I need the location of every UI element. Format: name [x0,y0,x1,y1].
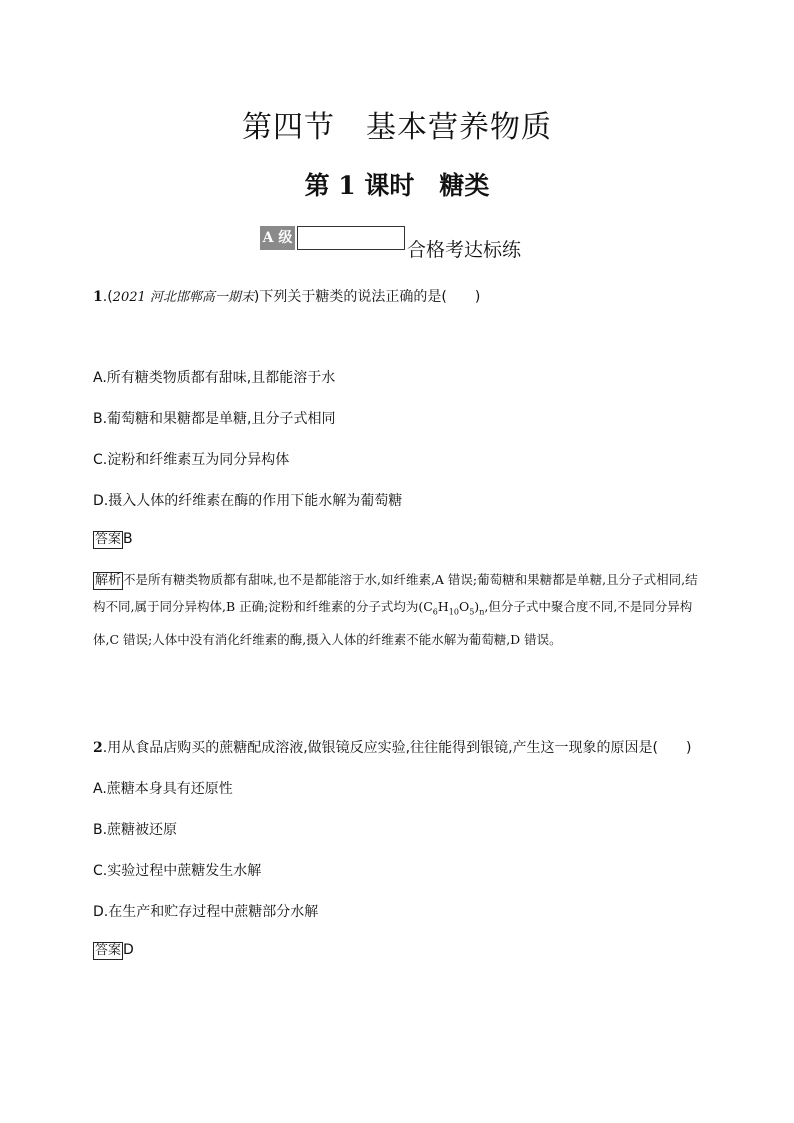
question-2-answer [93,942,134,960]
question-2-answer-value: D [123,942,134,958]
question-2-stem [93,737,691,757]
question-2-option-a: A.蔗糖本身具有还原性 [93,781,233,797]
question-1-option-a: A.所有糖类物质都有甜味,且都能溶于水 [93,370,336,386]
level-header [260,226,522,261]
question-1-explanation [93,566,703,653]
formula-o: O [458,599,470,614]
question-2-text: .用从食品店购买的蔗糖配成溶液,做银镜反应实验,往往能得到银镜,产生这一现象的原因是( ) [102,740,692,756]
question-1-prefix: .( [102,289,113,305]
section-title: 第四节 基本营养物质 [242,110,552,145]
answer-tag: 答案 [95,943,122,958]
formula-sub-6: 6 [432,607,438,617]
question-1-source: 2021 河北邯郸高一期末 [112,290,254,305]
level-badge: A 级 [260,226,295,250]
question-1-answer [93,531,133,549]
explanation-text-b: ,但分子式中聚合度不同,不是同分异构体,C 错误;人体中没有消化纤维素的酶,摄入人体的纤维素不能水解为葡萄糖,D 错误。 [93,599,693,647]
formula-sub-5: 5 [469,607,475,617]
question-2-number: 2 [93,740,103,756]
formula-sub-10: 10 [448,607,459,617]
explanation-text-a: 不是所有糖类物质都有甜味,也不是都能溶于水,如纤维素,A 错误;葡萄糖和果糖都是单糖,且分子式相同,结构不同,属于同分异构体,B 正确;淀粉和纤维素的分子式均为(C [93,572,698,614]
question-2-option-b: B.蔗糖被还原 [93,822,178,838]
formula-sub-n: n [479,607,485,617]
question-1-text: )下列关于糖类的说法正确的是( ) [253,289,481,305]
formula-h: H [437,599,449,614]
question-1-stem [93,286,480,306]
question-1-answer-value: B [123,531,133,547]
question-2-option-c: C.实验过程中蔗糖发生水解 [93,863,262,879]
answer-tag: 答案 [95,532,122,547]
lesson-title: 第 1 课时 糖类 [304,171,490,200]
question-1-option-b: B.葡萄糖和果糖都是单糖,且分子式相同 [93,411,336,427]
question-1-option-d: D.摄入人体的纤维素在酶的作用下能水解为葡萄糖 [93,493,403,509]
question-1-number: 1 [93,289,103,305]
question-1-option-c: C.淀粉和纤维素互为同分异构体 [93,452,290,468]
level-label: 合格考达标练 [407,239,522,261]
level-blank-box [297,226,405,250]
question-2-option-d: D.在生产和贮存过程中蔗糖部分水解 [93,904,319,920]
formula-close: ) [474,599,480,614]
explanation-tag: 解析 [95,573,122,588]
